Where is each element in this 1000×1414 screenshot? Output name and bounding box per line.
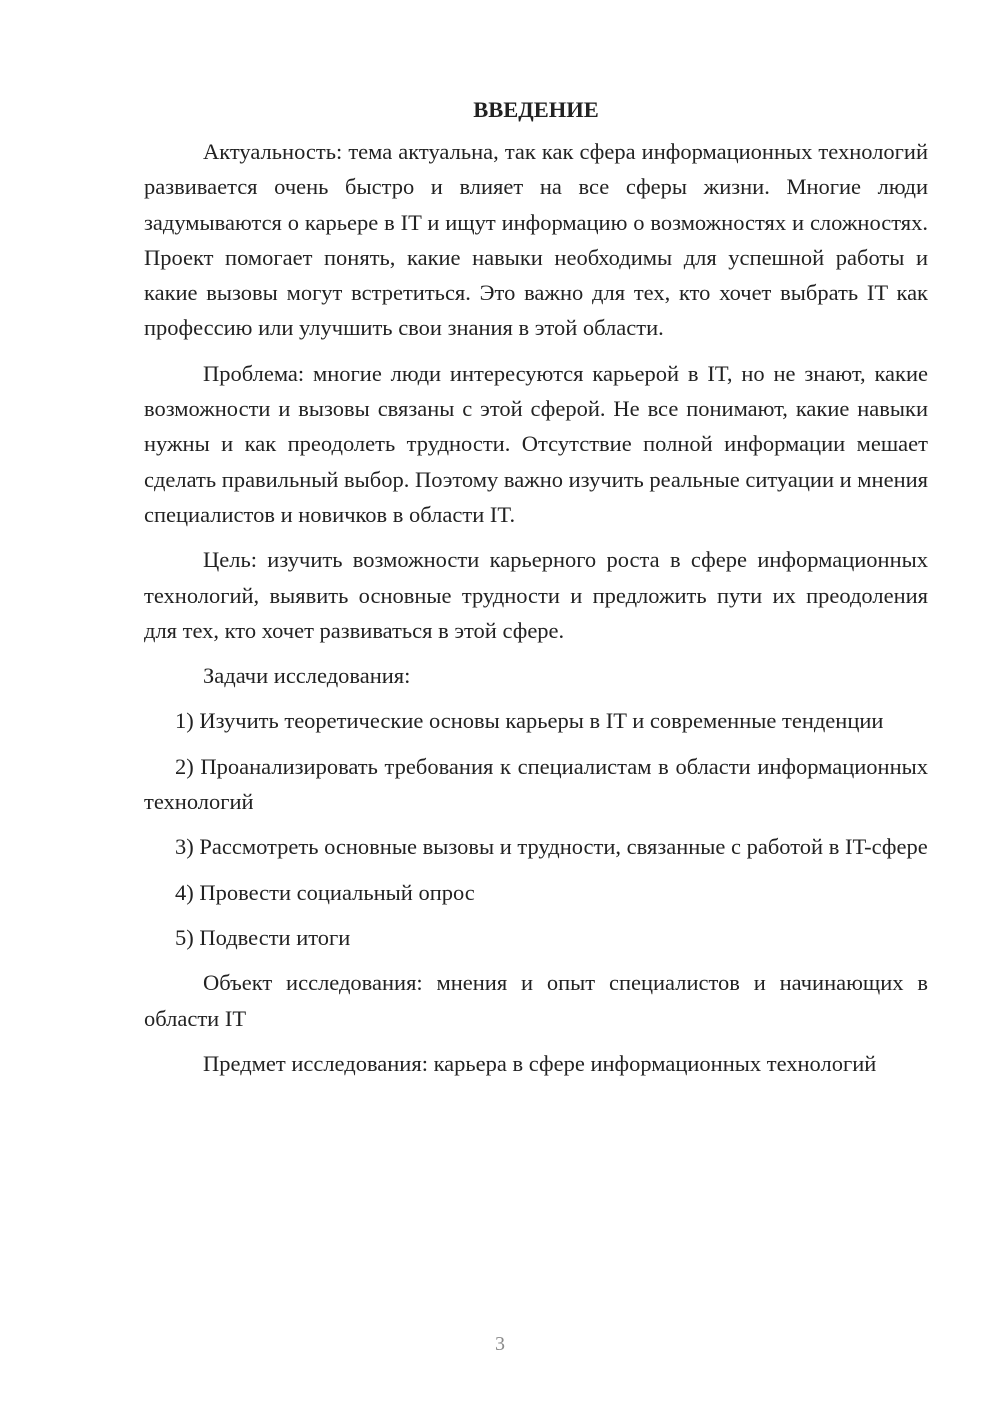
paragraph-subject: Предмет исследования: карьера в сфере информационных технологий [203,1050,877,1076]
page-content [144,92,928,1091]
list-item: 3) Рассмотреть основные вызовы и трудности, связанные с работой в IT-сфере [175,834,928,860]
tasks-heading: Задачи исследования: [203,663,411,689]
list-item: 4) Провести социальный опрос [175,879,475,905]
paragraph-goal: Цель: изучить возможности карьерного роста в сфере информационных технологий, выявить основные трудности и предложить пути их преодоления для тех, кто хочет развиваться в этой сфере. [144,547,928,643]
list-item: 1) Изучить теоретические основы карьеры в IT и современные тенденции [175,708,884,734]
paragraph-relevance: Актуальность: тема актуальна, так как сфера информационных технологий развивается очень быстро и влияет на все сферы жизни. Многие люди задумываются о карьере в IT и ищут информацию о возможностях и сложностях. Проект помогает понять, какие навыки необходимы для успешной работы и какие вызовы могут встретиться. Это важно для тех, кто хочет выбрать IT как профессию или улучшить свои знания в этой области. [144,139,928,341]
page-title: ВВЕДЕНИЕ [473,97,599,122]
paragraph-object: Объект исследования: мнения и опыт специалистов и начинающих в области IT [144,970,928,1031]
tasks-list [144,703,928,955]
paragraph-problem: Проблема: многие люди интересуются карьерой в IT, но не знают, какие возможности и вызовы связаны с этой сферой. Не все понимают, какие навыки нужны и как преодолеть трудности. Отсутствие полной информации мешает сделать правильный выбор. Поэтому важно изучить реальные ситуации и мнения специалистов и новичков в области IT. [144,360,928,527]
list-item: 2) Проанализировать требования к специалистам в области информационных технологий [144,753,928,815]
page-number: 3 [495,1333,505,1355]
list-item: 5) Подвести итоги [175,924,351,950]
